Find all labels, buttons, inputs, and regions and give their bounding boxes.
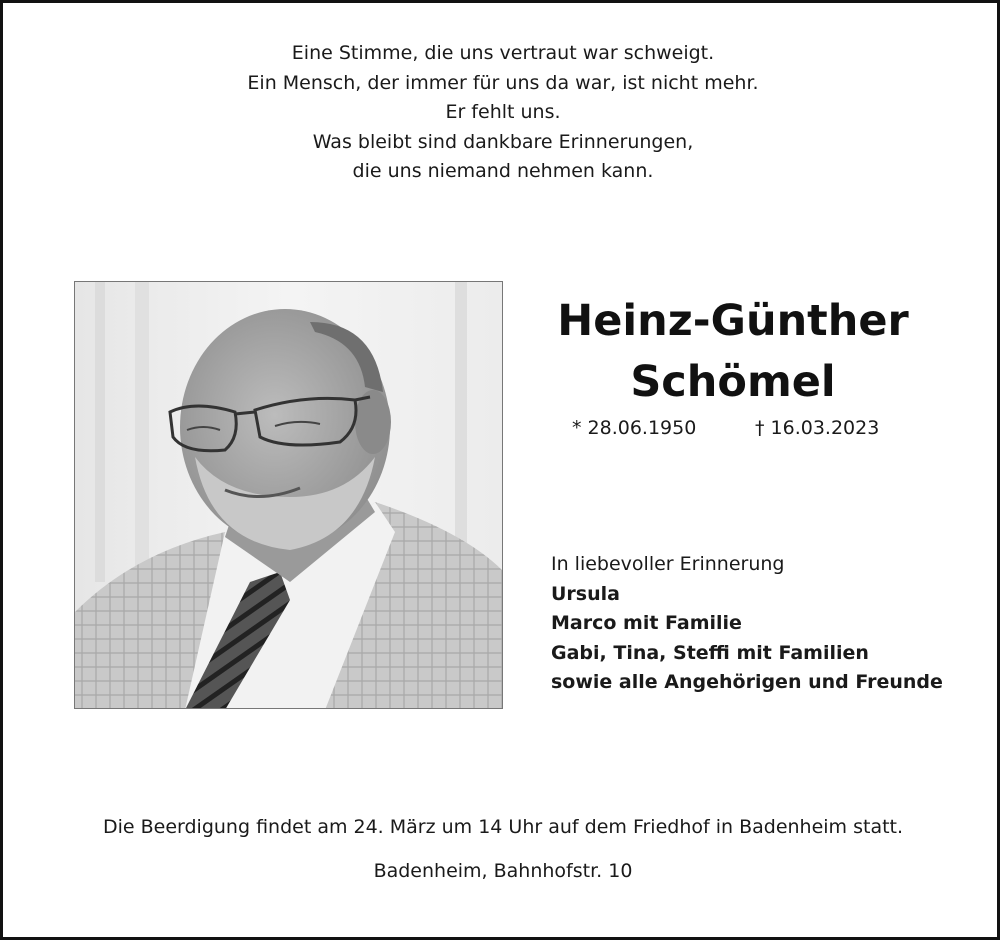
address: Badenheim, Bahnhofstr. 10	[373, 860, 633, 882]
mourners-list	[551, 550, 943, 698]
poem-line: Er fehlt uns.	[445, 101, 561, 123]
mourner-line: sowie alle Angehörigen und Freunde	[551, 671, 943, 693]
first-name: Heinz-Günther	[557, 296, 909, 346]
last-name: Schömel	[630, 357, 836, 407]
mourner-line: Gabi, Tina, Steffi mit Familien	[551, 641, 869, 664]
poem-line: die uns niemand nehmen kann.	[352, 160, 654, 182]
portrait-photo	[74, 281, 503, 709]
birth-date: * 28.06.1950	[572, 417, 697, 439]
death-date: † 16.03.2023	[755, 417, 880, 439]
closing-intro: In liebevoller Erinnerung	[551, 553, 785, 575]
poem-line: Was bleibt sind dankbare Erinnerungen,	[312, 130, 694, 153]
funeral-notice: Die Beerdigung findet am 24. März um 14 Uhr auf dem Friedhof in Badenheim statt.	[102, 816, 904, 838]
mourner-line: Ursula	[551, 582, 620, 605]
memorial-poem	[3, 39, 1000, 187]
poem-line: Ein Mensch, der immer für uns da war, ist nicht mehr.	[247, 71, 759, 94]
poem-line: Eine Stimme, die uns vertraut war schweigt.	[291, 42, 715, 64]
deceased-name	[533, 291, 933, 413]
mourner-line: Marco mit Familie	[551, 612, 742, 634]
